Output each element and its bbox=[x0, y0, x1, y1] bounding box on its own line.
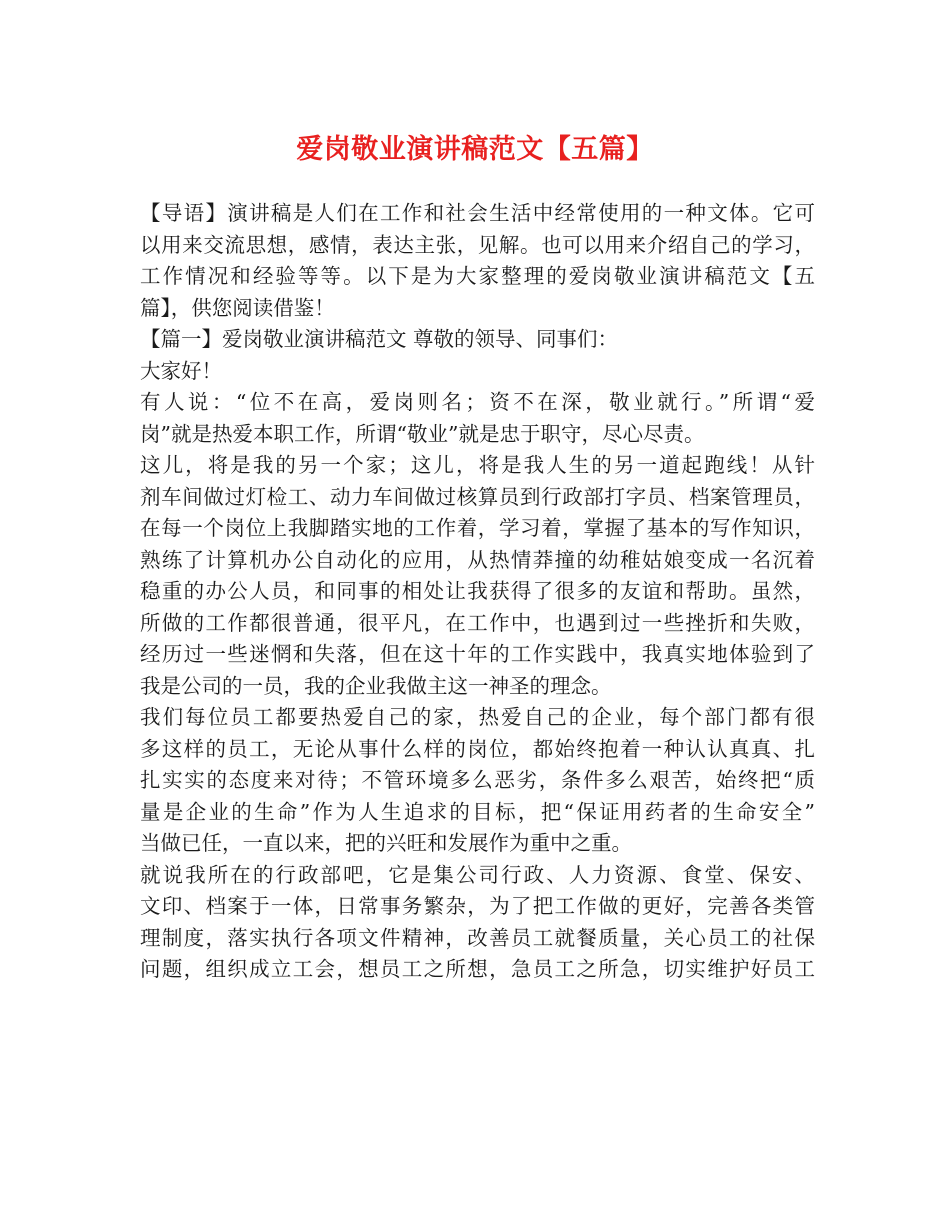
text-line: 在每一个岗位上我脚踏实地的工作着，学习着，掌握了基本的写作知识， bbox=[140, 516, 815, 540]
text-line: 多这样的员工，无论从事什么样的岗位，都始终抱着一种认认真真、扎 bbox=[140, 736, 815, 761]
document-title: 爱岗敬业演讲稿范文【五篇】 bbox=[296, 134, 654, 165]
text-line: 经历过一些迷惘和失落，但在这十年的工作实践中，我真实地体验到了 bbox=[140, 642, 815, 666]
text-line: 问题，组织成立工会，想员工之所想，急员工之所急，切实维护好员工 bbox=[140, 957, 815, 981]
text-line: 稳重的办公人员，和同事的相处让我获得了很多的友谊和帮助。虽然， bbox=[140, 579, 815, 603]
document-body bbox=[140, 198, 815, 986]
text-line: 【导语】演讲稿是人们在工作和社会生活中经常使用的一种文体。它可 bbox=[140, 201, 815, 225]
text-line: 我是公司的一员，我的企业我做主这一神圣的理念。 bbox=[140, 673, 612, 698]
text-line: 这儿，将是我的另一个家；这儿，将是我人生的另一道起跑线！从针 bbox=[140, 453, 815, 477]
text-line: 所做的工作都很普通，很平凡，在工作中，也遇到过一些挫折和失败， bbox=[140, 610, 815, 635]
text-line: 文印、档案于一体，日常事务繁杂，为了把工作做的更好，完善各类管 bbox=[140, 894, 815, 918]
text-line: 理制度，落实执行各项文件精神，改善员工就餐质量，关心员工的社保 bbox=[140, 925, 815, 950]
text-line: 以用来交流思想，感情，表达主张，见解。也可以用来介绍自己的学习， bbox=[140, 232, 815, 257]
text-line: 当做已任，一直以来，把的兴旺和发展作为重中之重。 bbox=[140, 831, 632, 855]
text-line: 大家好！ bbox=[140, 358, 222, 383]
text-line: 量是企业的生命”作为人生追求的目标，把“保证用药者的生命安全” bbox=[140, 799, 815, 824]
text-line: 扎实实的态度来对待；不管环境多么恶劣，条件多么艰苦，始终把“质 bbox=[140, 768, 815, 792]
text-line: 工作情况和经验等等。以下是为大家整理的爱岗敬业演讲稿范文【五 bbox=[140, 264, 815, 288]
text-line: 就说我所在的行政部吧，它是集公司行政、人力资源、食堂、保安、 bbox=[140, 862, 815, 887]
text-line: 岗”就是热爱本职工作，所谓“敬业”就是忠于职守，尽心尽责。 bbox=[140, 421, 705, 446]
text-line: 熟练了计算机办公自动化的应用，从热情莽撞的幼稚姑娘变成一名沉着 bbox=[140, 547, 815, 572]
text-line: 篇】，供您阅读借鉴！ bbox=[140, 295, 335, 320]
text-line: 剂车间做过灯检工、动力车间做过核算员到行政部打字员、档案管理员， bbox=[140, 484, 815, 509]
text-line: 我们每位员工都要热爱自己的家，热爱自己的企业，每个部门都有很 bbox=[140, 705, 815, 729]
text-line: 【篇一】爱岗敬业演讲稿范文 尊敬的领导、同事们： bbox=[140, 327, 619, 351]
text-line: 有人说：“位不在高，爱岗则名；资不在深，敬业就行。”所谓“爱 bbox=[140, 390, 815, 414]
